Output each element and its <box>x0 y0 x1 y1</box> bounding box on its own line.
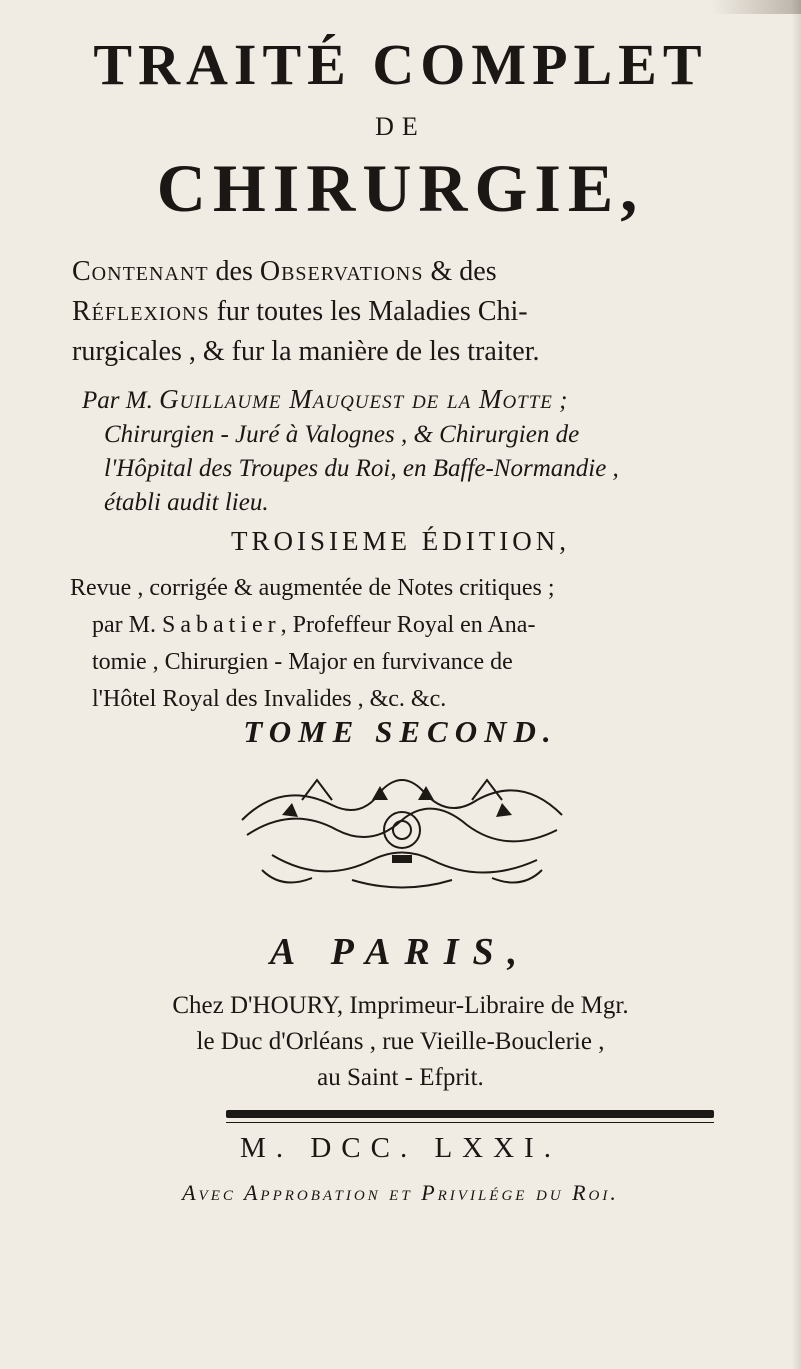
subtitle-line-3: rurgicales , & fur la manière de les traiter. <box>72 336 540 367</box>
subtitle-line-2 <box>72 292 732 332</box>
author-line-3: l'Hôpital des Troupes du Roi, en Baffe-Normandie , <box>104 455 619 482</box>
thick-rule <box>226 1110 714 1118</box>
author-line-4: établi audit lieu. <box>104 489 269 516</box>
revue-block <box>70 570 740 718</box>
printer-ornament <box>222 760 582 900</box>
edition-heading: TROISIEME ÉDITION, <box>231 526 570 556</box>
title-line-de: DE <box>375 112 426 141</box>
observations-word: Observations <box>259 256 424 287</box>
place-of-publication: A PARIS, <box>269 931 532 973</box>
privilege-line: Avec Approbation et Privilége du Roi. <box>182 1180 619 1205</box>
publisher-line-2: le Duc d'Orléans , rue Vieille-Bouclerie , <box>196 1028 605 1055</box>
author-line-1 <box>82 382 732 418</box>
revue-text: , Profeffeur Royal en Ana- <box>280 612 536 638</box>
revue-line-3: tomie , Chirurgien - Major en furvivance de <box>92 649 513 675</box>
publisher-line-1: Chez D'HOURY, Imprimeur-Libraire de Mgr. <box>172 992 629 1019</box>
publisher-block <box>0 988 801 1096</box>
revue-line-1: Revue , corrigée & augmentée de Notes critiques ; <box>70 575 555 601</box>
publication-date: M. DCC. LXXI. <box>240 1132 561 1164</box>
revue-text: par M. <box>92 612 162 638</box>
tome-heading: TOME SECOND. <box>243 714 558 749</box>
revue-line-2 <box>70 607 740 644</box>
sabatier-name: Sabatier <box>161 612 281 638</box>
title-line-chirurgie: CHIRURGIE, <box>156 150 645 226</box>
contenant-word: Contenant <box>72 256 209 287</box>
subtitle-line-1 <box>72 252 732 292</box>
subtitle-contenant <box>72 252 732 372</box>
subtitle-text: & des <box>423 256 497 287</box>
page-stain <box>711 0 801 14</box>
author-name: Guillaume Mauquest de la Motte <box>159 384 553 414</box>
author-line-2: Chirurgien - Juré à Valognes , & Chirurgien de <box>104 421 580 448</box>
subtitle-text: des <box>208 256 260 287</box>
revue-line-4: l'Hôtel Royal des Invalides , &c. &c. <box>92 686 447 712</box>
title-line-traite-complet: TRAITÉ COMPLET <box>93 32 708 97</box>
author-punct: ; <box>552 387 568 414</box>
author-par: Par M. <box>82 387 160 414</box>
reflexions-word: Réflexions <box>72 296 210 327</box>
subtitle-text: fur toutes les Maladies Chi- <box>209 296 528 327</box>
publisher-line-3: au Saint - Efprit. <box>317 1064 484 1091</box>
thin-rule <box>226 1122 714 1123</box>
author-block <box>82 382 732 520</box>
